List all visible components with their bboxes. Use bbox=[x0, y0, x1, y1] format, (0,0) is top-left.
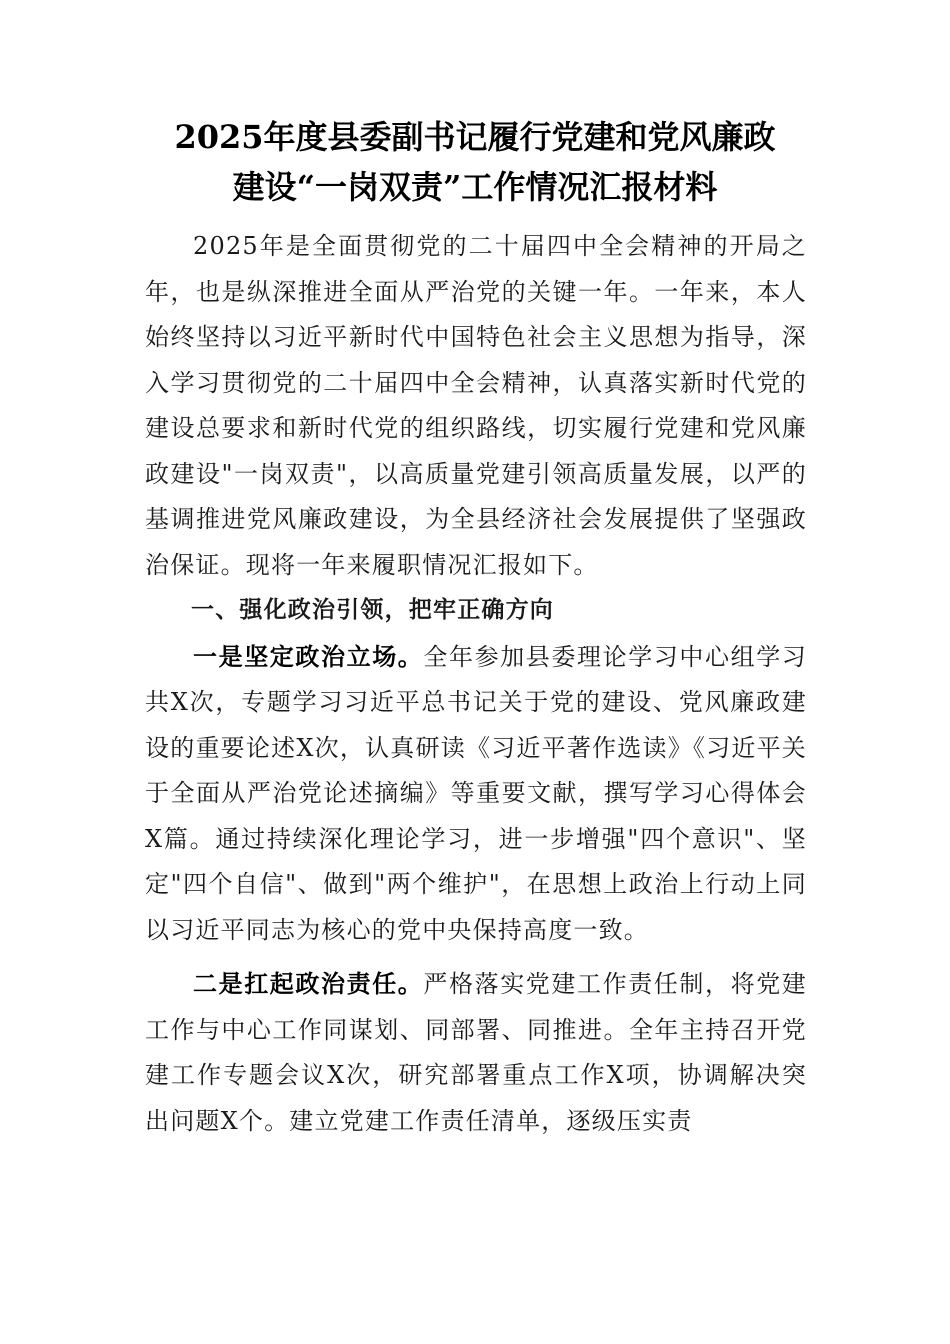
paragraph-lead-1: 一是坚定政治立场。 bbox=[193, 641, 424, 671]
paragraph-political-responsibility bbox=[145, 961, 807, 1144]
title-line-1: 2025年度县委副书记履行党建和党风廉政 bbox=[174, 118, 776, 156]
document-body bbox=[145, 224, 807, 1144]
document-title bbox=[120, 112, 830, 212]
paragraph-text-2: 严格落实党建工作责任制，将党建工作与中心工作同谋划、同部署、同推进。全年主持召开党建工作专题会议X次，研究部署重点工作X项，协调解决突出问题X个。建立党建工作责任清单，逐级压实责 bbox=[145, 970, 807, 1135]
title-line-2: 建设“一岗双责”工作情况汇报材料 bbox=[232, 168, 718, 206]
paragraph-lead-2: 二是扛起政治责任。 bbox=[193, 969, 424, 998]
intro-paragraph: 2025年是全面贯彻党的二十届四中全会精神的开局之年，也是纵深推进全面从严治党的关键一年。一年来，本人始终坚持以习近平新时代中国特色社会主义思想为指导，深入学习贯彻党的二十届四中全会精神，认真落实新时代党的建设总要求和新时代党的组织路线，切实履行党建和党风廉政建设"一岗双责"，以高质量党建引领高质量发展，以严的基调推进党风廉政建设，为全县经济社会发展提供了坚强政治保证。现将一年来履职情况汇报如下。 bbox=[145, 232, 807, 579]
section-heading-1: 一、强化政治引领，把牢正确方向 bbox=[191, 597, 554, 623]
paragraph-political-stance bbox=[145, 634, 807, 954]
paragraph-text-1: 全年参加县委理论学习中心组学习共X次，专题学习习近平总书记关于党的建设、党风廉政建设的重要论述X次，认真研读《习近平著作选读》《习近平关于全面从严治党论述摘编》等重要文献，撰写学习心得体会X篇。通过持续深化理论学习，进一步增强"四个意识"、坚定"四个自信"、做到"两个维护"，在思想上政治上行动上同以习近平同志为核心的党中央保持高度一致。 bbox=[145, 642, 807, 944]
